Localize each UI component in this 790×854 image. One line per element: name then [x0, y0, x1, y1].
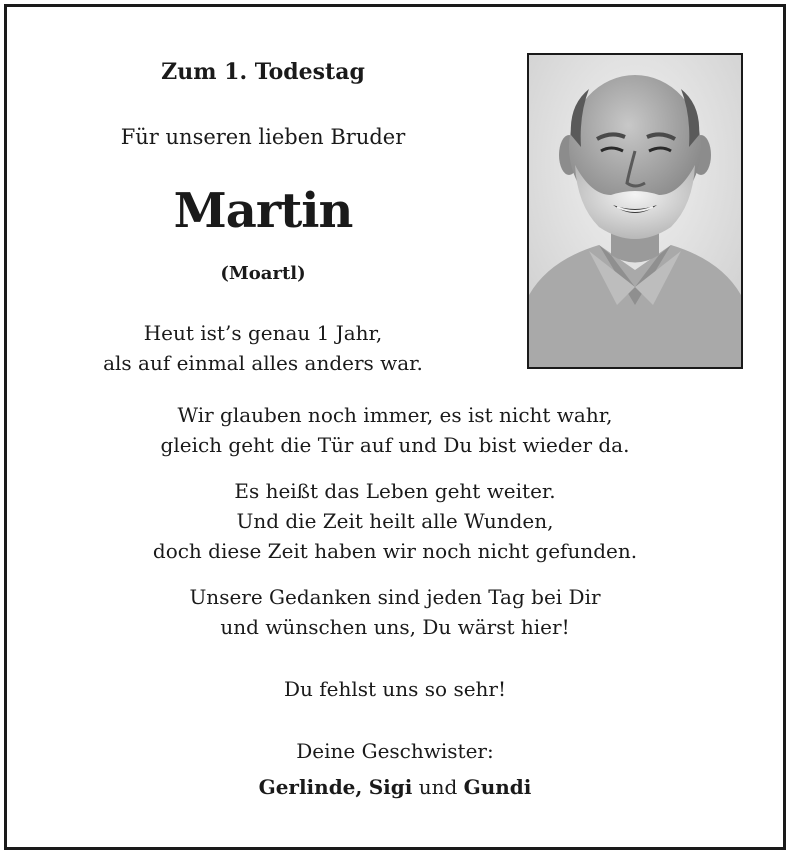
signature-intro: Deine Geschwister:	[296, 739, 494, 763]
verse-line: Und die Zeit heilt alle Wunden,	[236, 509, 554, 533]
closing-line: Du fehlst uns so sehr!	[283, 677, 507, 701]
signer-name: Gerlinde,	[258, 775, 363, 799]
verse-line: Heut ist’s genau 1 Jahr,	[143, 321, 383, 345]
verse-line: Unsere Gedanken sind jeden Tag bei Dir	[189, 585, 601, 609]
verse-line: gleich geht die Tür auf und Du bist wieder da.	[160, 433, 630, 457]
verse-line: und wünschen uns, Du wärst hier!	[220, 615, 570, 639]
notice-heading: Zum 1. Todestag	[161, 59, 365, 85]
verse-line: als auf einmal alles anders war.	[103, 351, 423, 375]
deceased-name: Martin	[173, 183, 353, 239]
portrait-photo-icon	[527, 53, 743, 369]
signer-name: Gundi	[463, 775, 532, 799]
verse-line: doch diese Zeit haben wir noch nicht gefunden.	[152, 539, 638, 563]
signers-conjunction: und	[418, 775, 458, 799]
verse-line: Es heißt das Leben geht weiter.	[234, 479, 556, 503]
notice-intro: Für unseren lieben Bruder	[120, 125, 406, 149]
deceased-nickname: (Moartl)	[220, 263, 306, 284]
signer-name: Sigi	[368, 775, 413, 799]
verse-line: Wir glauben noch immer, es ist nicht wahr,	[177, 403, 613, 427]
signers	[7, 775, 783, 799]
obituary-notice	[4, 4, 786, 850]
